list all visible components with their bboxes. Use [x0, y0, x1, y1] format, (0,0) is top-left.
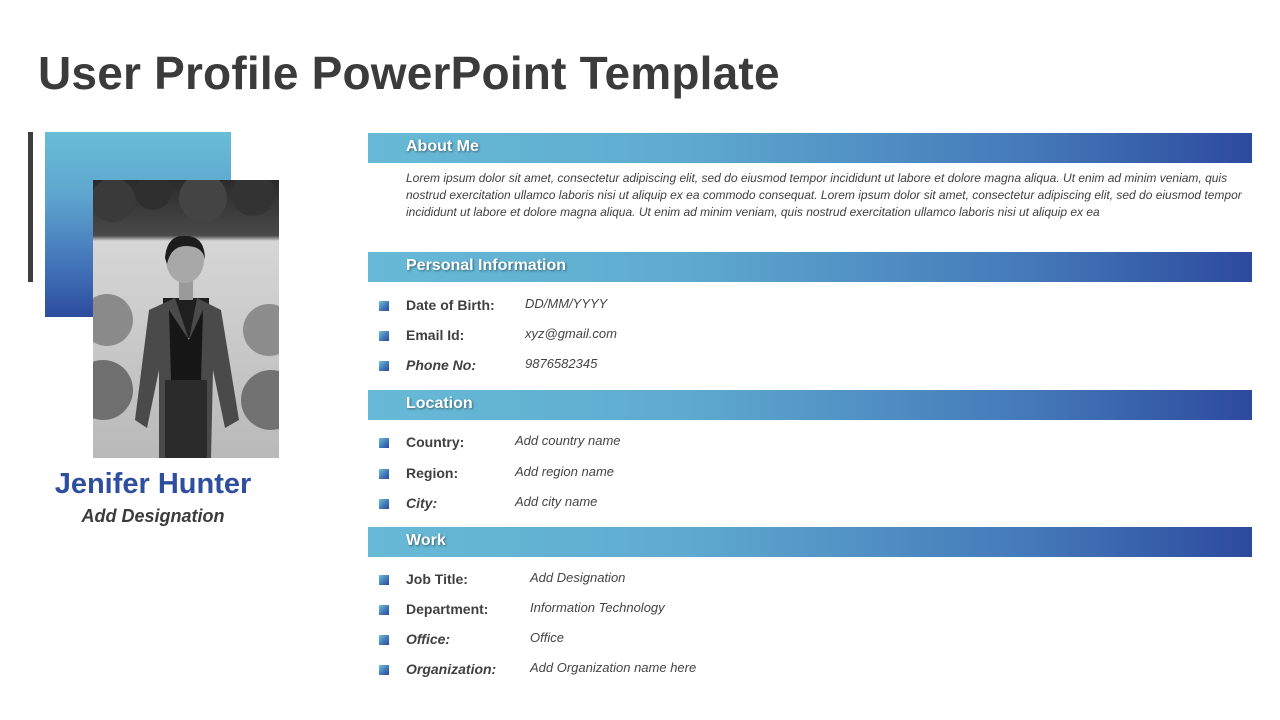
about-heading: About Me — [406, 138, 479, 155]
row-value: Add region name — [515, 464, 615, 479]
row-value: 9876582345 — [525, 356, 598, 371]
location-header — [368, 390, 1252, 420]
square-bullet-icon — [379, 469, 389, 479]
list-item — [368, 463, 1252, 485]
row-label: Department: — [406, 601, 489, 617]
row-label: Job Title: — [406, 571, 468, 587]
square-bullet-icon — [379, 438, 389, 448]
square-bullet-icon — [379, 361, 389, 371]
list-item — [368, 629, 1252, 651]
row-label: City: — [406, 495, 438, 511]
row-value: Add Organization name here — [530, 660, 697, 675]
row-label: Region: — [406, 465, 459, 481]
slide-title: User Profile PowerPoint Template — [38, 47, 780, 99]
square-bullet-icon — [379, 575, 389, 585]
square-bullet-icon — [379, 301, 389, 311]
list-item — [368, 659, 1252, 681]
profile-designation: Add Designation — [81, 506, 225, 526]
square-bullet-icon — [379, 331, 389, 341]
row-value: Office — [530, 630, 564, 645]
row-label: Date of Birth: — [406, 297, 495, 313]
list-item — [368, 493, 1252, 515]
row-label: Organization: — [406, 661, 497, 677]
row-value: Add Designation — [530, 570, 626, 585]
row-value: Information Technology — [530, 600, 665, 615]
row-value: Add country name — [515, 433, 621, 448]
row-label: Phone No: — [406, 357, 476, 373]
row-label: Email Id: — [406, 327, 465, 343]
personal-header — [368, 252, 1252, 282]
about-text: Lorem ipsum dolor sit amet, consectetur adipiscing elit, sed do eiusmod tempor incididunt ut labore et dolore magna aliqua. Ut enim ad minim veniam, quis nostrud exercitation ullamco laboris nisi ut aliquip ex ea commodo consequat. Lorem ipsum dolor sit amet, consectetur adipiscing elit, sed do eiusmod tempor incididunt ut labore et dolore magna aliqua. Ut enim ad minim veniam, quis nostrud exercitation ullamco laboris nisi ut aliquip ex ea — [406, 171, 1242, 219]
accent-bar — [28, 132, 33, 282]
list-item — [368, 325, 1252, 347]
row-value: DD/MM/YYYY — [525, 296, 608, 311]
list-item — [368, 295, 1252, 317]
square-bullet-icon — [379, 605, 389, 615]
row-label: Office: — [406, 631, 451, 647]
square-bullet-icon — [379, 499, 389, 509]
square-bullet-icon — [379, 665, 389, 675]
list-item — [368, 355, 1252, 377]
row-value: xyz@gmail.com — [525, 326, 617, 341]
list-item — [368, 432, 1252, 454]
square-bullet-icon — [379, 635, 389, 645]
profile-name: Jenifer Hunter — [54, 468, 252, 500]
row-label: Country: — [406, 434, 465, 450]
location-heading: Location — [406, 395, 473, 412]
work-header — [368, 527, 1252, 557]
personal-heading: Personal Information — [406, 257, 567, 274]
profile-photo — [93, 180, 279, 458]
about-header — [368, 133, 1252, 163]
row-value: Add city name — [515, 494, 598, 509]
list-item — [368, 569, 1252, 591]
list-item — [368, 599, 1252, 621]
work-heading: Work — [406, 532, 446, 549]
